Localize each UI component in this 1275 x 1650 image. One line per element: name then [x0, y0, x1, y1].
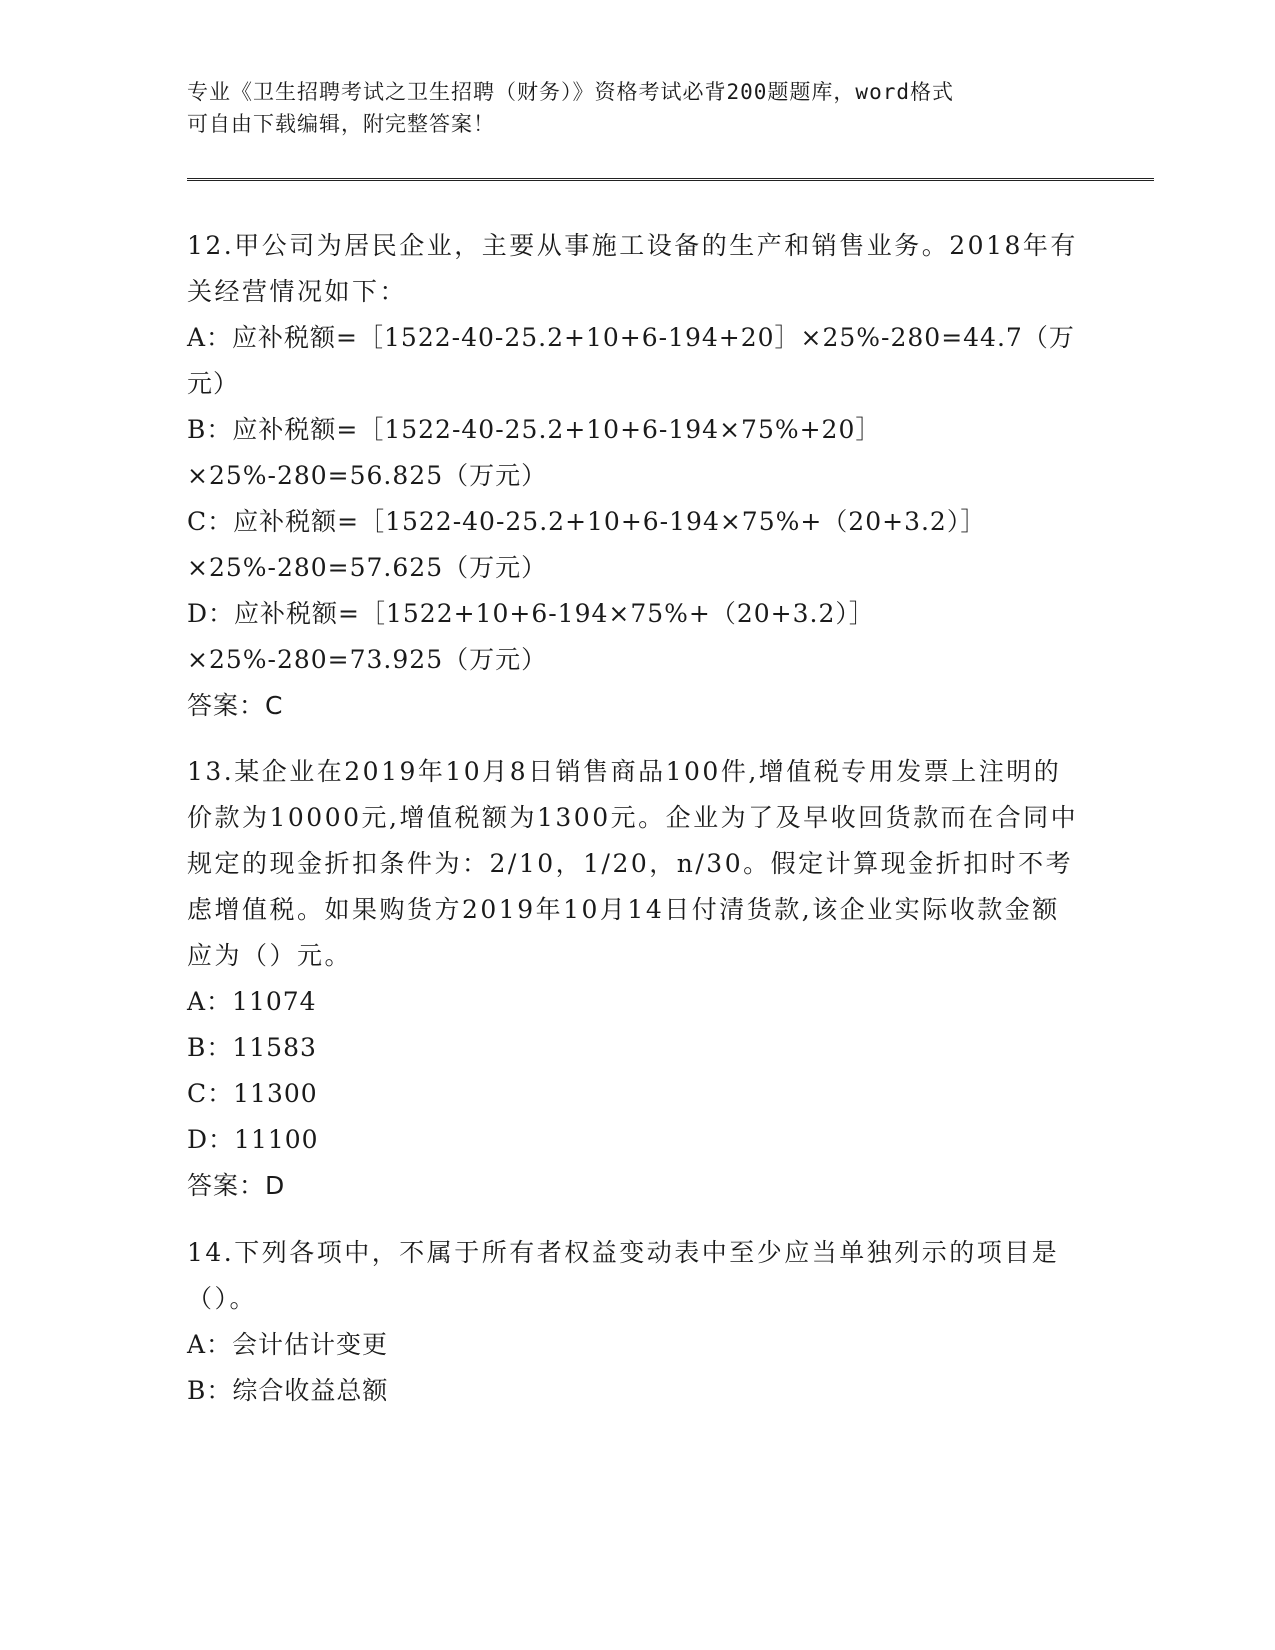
header-divider: [187, 178, 1154, 181]
question-stem: 13.某企业在2019年10月8日销售商品100件,增值税专用发票上注明的价款为10000元,增值税额为1300元。企业为了及早收回货款而在合同中规定的现金折扣条件为：2/10，1/20，n/30。假定计算现金折扣时不考虑增值税。如果购货方2019年10月14日付清货款,该企业实际收款金额应为（）元。: [187, 757, 1079, 970]
document-header: [187, 76, 1087, 140]
header-line-2: 可自由下载编辑，附完整答案！: [187, 112, 495, 136]
question-14: [187, 1230, 1087, 1414]
question-13: [187, 749, 1087, 1209]
option-c: C：应补税额=［1522-40-25.2+10+6-194×75%+（20+3.2）］×25%-280=57.625（万元）: [187, 507, 987, 582]
question-stem: 14.下列各项中，不属于所有者权益变动表中至少应当单独列示的项目是（）。: [187, 1238, 1060, 1313]
question-12: [187, 223, 1087, 729]
option-d: D：11100: [187, 1125, 319, 1154]
header-line-1: 专业《卫生招聘考试之卫生招聘（财务）》资格考试必背200题题库，word格式: [187, 80, 954, 104]
answer: 答案：D: [187, 1171, 286, 1200]
option-a: A：会计估计变更: [187, 1330, 389, 1359]
question-stem: 12.甲公司为居民企业，主要从事施工设备的生产和销售业务。2018年有关经营情况如下：: [187, 231, 1078, 306]
answer: 答案：C: [187, 691, 284, 720]
option-a: A：11074: [187, 987, 317, 1016]
option-c: C：11300: [187, 1079, 318, 1108]
option-b: B：综合收益总额: [187, 1376, 389, 1405]
option-b: B：11583: [187, 1033, 317, 1062]
option-b: B：应补税额=［1522-40-25.2+10+6-194×75%+20］×25%-280=56.825（万元）: [187, 415, 882, 490]
option-a: A：应补税额=［1522-40-25.2+10+6-194+20］×25%-280=44.7（万元）: [187, 323, 1075, 398]
option-d: D：应补税额=［1522+10+6-194×75%+（20+3.2）］×25%-280=73.925（万元）: [187, 599, 875, 674]
